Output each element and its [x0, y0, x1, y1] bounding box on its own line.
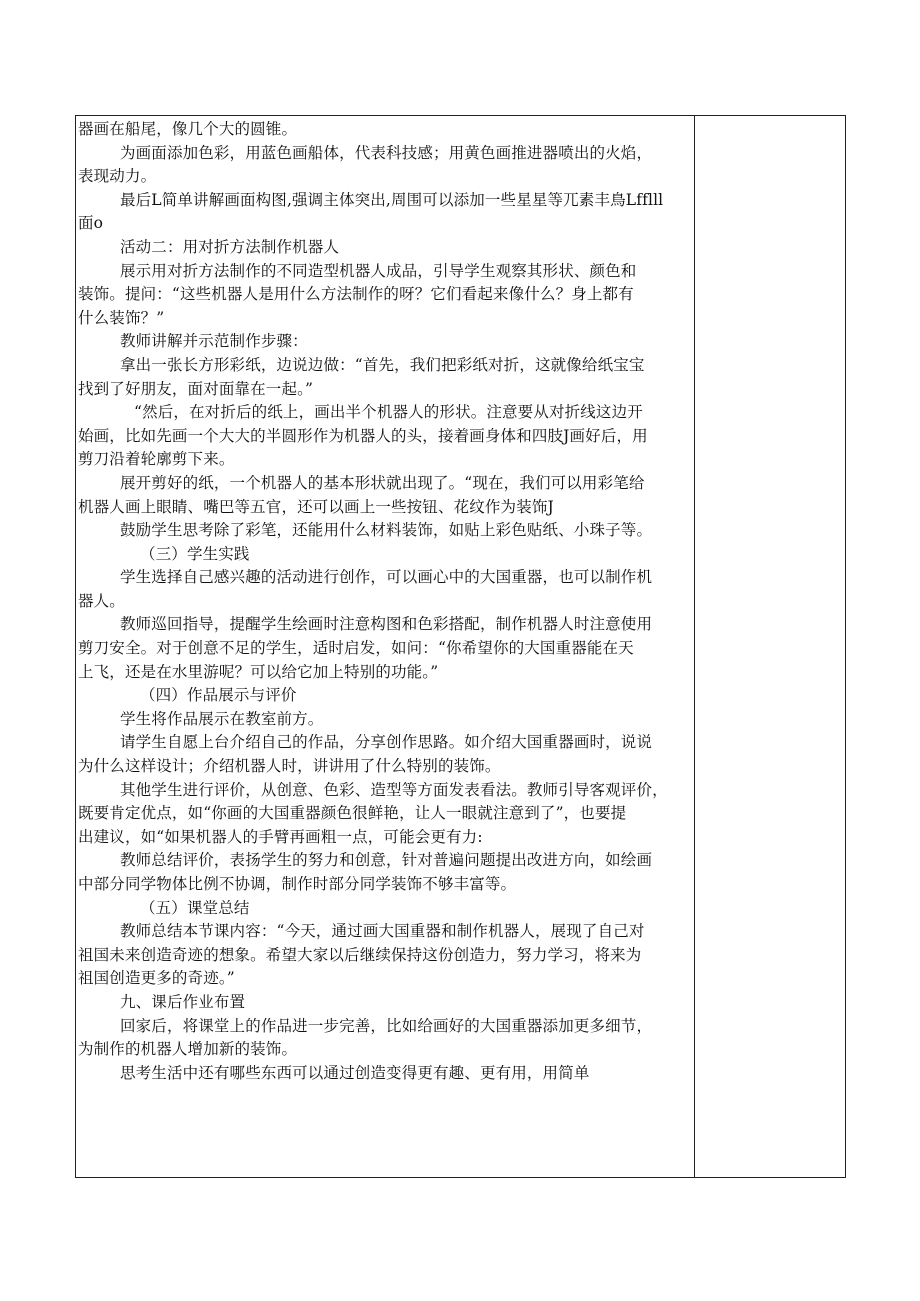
text-line: 器人。	[78, 591, 125, 610]
section-heading: （四）作品展示与评价	[140, 686, 297, 705]
text-line: 为制作的机器人增加新的装饰。	[78, 1040, 298, 1059]
text-line: 剪刀安全。对于创意不足的学生，适时启发，如问：“你希望你的大国重器能在天	[78, 639, 634, 658]
text-line: 为画面添加色彩，用蓝色画船体，代表科技感；用黄色画推进器喷出的火焰，	[120, 143, 653, 162]
text-line: 其他学生进行评价，从创意、色彩、造型等方面发表看法。教师引导客观评价，	[120, 780, 668, 799]
text-line: 机器人画上眼睛、嘴巴等五官，还可以画上一些按钮、花纹作为装饰J	[78, 497, 554, 516]
text-line: 思考生活中还有哪些东西可以通过创造变得更有趣、更有用，用简单	[120, 1063, 590, 1082]
text-line: 教师总结评价，表扬学生的努力和创意，针对普遍问题提出改进方向，如绘画	[120, 851, 653, 870]
text-line: 学生将作品展示在教室前方。	[120, 709, 324, 728]
text-line: 剪刀沿着轮廓剪下来。	[78, 450, 235, 469]
text-line: 装饰。提问：“这些机器人是用什么方法制作的呀？它们看起来像什么？身上都有	[78, 285, 634, 304]
notes-cell	[695, 116, 845, 1177]
text-line: 回家后，将课堂上的作品进一步完善，比如给画好的大国重器添加更多细节，	[120, 1016, 653, 1035]
text-line: 教师讲解并示范制作步骤：	[120, 332, 308, 351]
text-line: 最后L简单讲解画面构图,强调主体突出,周围可以添加一些星星等兀素丰鳥Lfflll	[120, 190, 664, 209]
text-line: 祖国未来创造奇迹的想象。希望大家以后继续保持这份创造力，努力学习，将来为	[78, 945, 642, 964]
section-heading: 活动二：用对折方法制作机器人	[120, 237, 340, 256]
text-line: 展示用对折方法制作的不同造型机器人成品，引导学生观察其形状、颜色和	[120, 261, 637, 280]
text-line: 面o	[78, 214, 104, 233]
text-line: 什么装饰？”	[78, 308, 165, 327]
text-line: 器画在船尾，像几个大的圆锥。	[78, 120, 298, 138]
text-line: 拿出一张长方形彩纸，边说边做：“首先，我们把彩纸对折，这就像给纸宝宝	[120, 355, 645, 374]
text-line: 为什么这样设计；介绍机器人时，讲讲用了什么特别的装饰。	[78, 757, 501, 776]
text-line: 表现动力。	[78, 167, 157, 186]
section-heading: （三）学生实践	[140, 544, 250, 563]
text-line: 学生选择自己感兴趣的活动进行创作，可以画心中的大国重器，也可以制作机	[120, 568, 653, 587]
lesson-plan-table	[75, 115, 846, 1178]
text-line: 上飞，还是在水里游呢？可以给它加上特别的功能。”	[78, 662, 439, 681]
text-line: 始画，比如先画一个大大的半圆形作为机器人的头，接着画身体和四肢J画好后，用	[78, 426, 648, 445]
text-line: 中部分同学物体比例不协调，制作时部分同学装饰不够丰富等。	[78, 875, 517, 893]
text-line: 既要肯定优点，如“你画的大国重器颜色很鲜艳，让人一眼就注意到了”，也要提	[78, 804, 627, 823]
text-line: 出建议，如“如果机器人的手臂再画粗一点，可能会更有力:	[78, 827, 483, 846]
text-line: 教师巡回指导，提醒学生绘画时注意构图和色彩搭配，制作机器人时注意使用	[120, 615, 653, 634]
text-line: “然后，在对折后的纸上，画出半个机器人的形状。注意要从对折线这边开	[134, 403, 643, 422]
text-line: 祖国创造更多的奇迹。”	[78, 969, 235, 988]
section-heading: 九、课后作业布置	[120, 992, 246, 1011]
lesson-content-cell	[76, 116, 695, 1177]
text-line: 请学生自愿上台介绍自己的作品，分享创作思路。如介绍大国重器画时，说说	[120, 733, 653, 752]
text-line: 找到了好朋友，面对面靠在一起。”	[78, 379, 314, 398]
text-line: 教师总结本节课内容：“今天，通过画大国重器和制作机器人，展现了自己对	[120, 922, 645, 941]
section-heading: （五）课堂总结	[140, 898, 250, 917]
text-line: 展开剪好的纸，一个机器人的基本形状就出现了。“现在，我们可以用彩笔给	[120, 473, 645, 492]
text-line: 鼓励学生思考除了彩笔，还能用什么材料装饰，如贴上彩色贴纸、小珠子等。	[120, 521, 653, 540]
